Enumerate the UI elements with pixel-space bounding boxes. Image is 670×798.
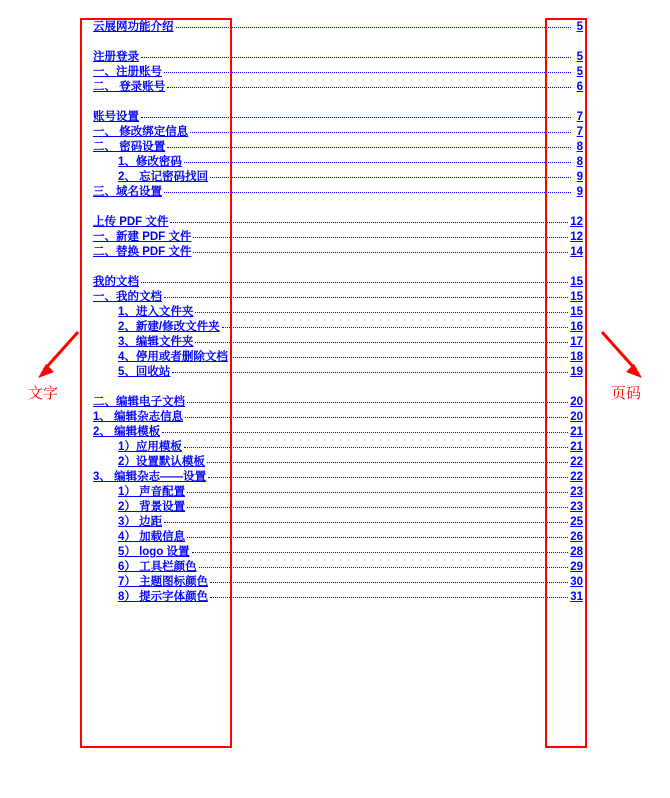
toc-entry-label: 我的文档 bbox=[93, 276, 139, 288]
arrow-right-icon bbox=[600, 330, 646, 380]
toc-entry-page: 15 bbox=[570, 291, 583, 303]
toc-entry-page: 12 bbox=[570, 216, 583, 228]
toc-entry-page: 18 bbox=[570, 351, 583, 363]
toc-entry-label: 2、 编辑模板 bbox=[93, 426, 161, 438]
toc-entry-page: 30 bbox=[570, 576, 583, 588]
toc-entry-page: 23 bbox=[570, 486, 583, 498]
toc-leader-dots bbox=[187, 529, 568, 538]
toc-entry-page: 31 bbox=[570, 591, 583, 603]
toc-leader-dots bbox=[195, 304, 568, 313]
toc-entry-label: 一、新建 PDF 文件 bbox=[93, 231, 192, 243]
toc-entry-page: 5 bbox=[576, 66, 583, 78]
toc-entry-page: 26 bbox=[570, 531, 583, 543]
toc-entry-page: 22 bbox=[570, 471, 583, 483]
toc-entry-label: 3、 编辑杂志——设置 bbox=[93, 471, 207, 483]
toc-entry-page: 9 bbox=[576, 171, 583, 183]
toc-entry-label: 4、停用或者删除文档 bbox=[118, 351, 228, 363]
toc-entry-page: 16 bbox=[570, 321, 583, 333]
toc-leader-dots bbox=[193, 244, 568, 253]
toc-entry-label: 4） 加载信息 bbox=[118, 531, 186, 543]
toc-entry-page: 19 bbox=[570, 366, 583, 378]
toc-leader-dots bbox=[207, 454, 568, 463]
toc-leader-dots bbox=[208, 469, 568, 478]
toc-entry-label: 一、我的文档 bbox=[93, 291, 162, 303]
toc-entry-page: 8 bbox=[576, 141, 583, 153]
toc-entry-label: 2） 背景设置 bbox=[118, 501, 186, 513]
toc-entry-label: 5） logo 设置 bbox=[118, 546, 190, 558]
toc-entry-page: 17 bbox=[570, 336, 583, 348]
toc-entry-label: 一、 修改绑定信息 bbox=[93, 126, 189, 138]
toc-entry-page: 9 bbox=[576, 186, 583, 198]
toc-entry-page: 28 bbox=[570, 546, 583, 558]
toc-entry-label: 二、 登录账号 bbox=[93, 81, 166, 93]
toc-entry-label: 1） 声音配置 bbox=[118, 486, 186, 498]
toc-entry-label: 2）设置默认模板 bbox=[118, 456, 205, 468]
toc-leader-dots bbox=[195, 334, 568, 343]
toc-entry-page: 25 bbox=[570, 516, 583, 528]
toc-entry-label: 3） 边距 bbox=[118, 516, 163, 528]
toc-entry-label: 三、域名设置 bbox=[93, 186, 162, 198]
toc-leader-dots bbox=[210, 589, 568, 598]
annotation-box-page-column bbox=[545, 18, 587, 748]
toc-entry-page: 5 bbox=[576, 21, 583, 33]
toc-entry-label: 2、 忘记密码找回 bbox=[118, 171, 209, 183]
toc-entry-page: 20 bbox=[570, 396, 583, 408]
toc-entry-label: 二、替换 PDF 文件 bbox=[93, 246, 192, 258]
toc-leader-dots bbox=[176, 19, 572, 28]
toc-entry-label: 2、新建/修改文件夹 bbox=[118, 321, 220, 333]
arrow-left-icon bbox=[34, 330, 80, 380]
toc-entry-label: 一、注册账号 bbox=[93, 66, 162, 78]
toc-entry-label: 5、回收站 bbox=[118, 366, 171, 378]
toc-leader-dots bbox=[210, 169, 571, 178]
toc-entry-label: 1、修改密码 bbox=[118, 156, 182, 168]
toc-entry-page: 15 bbox=[570, 306, 583, 318]
toc-leader-dots bbox=[193, 229, 568, 238]
toc-entry-label: 6） 工具栏颜色 bbox=[118, 561, 197, 573]
annotation-label-page: 页码 bbox=[611, 384, 642, 402]
toc-entry-label: 3、编辑文件夹 bbox=[118, 336, 194, 348]
toc-entry-label: 7） 主题图标颜色 bbox=[118, 576, 209, 588]
toc-leader-dots bbox=[187, 499, 568, 508]
toc-entry-page: 14 bbox=[570, 246, 583, 258]
toc-leader-dots bbox=[187, 394, 568, 403]
toc-leader-dots bbox=[199, 559, 569, 568]
toc-entry-page: 8 bbox=[576, 156, 583, 168]
toc-entry-label: 8） 提示字体颜色 bbox=[118, 591, 209, 603]
toc-entry-label: 1）应用模板 bbox=[118, 441, 182, 453]
toc-entry-label: 上传 PDF 文件 bbox=[93, 216, 169, 228]
toc-entry-page: 21 bbox=[570, 441, 583, 453]
toc-entry-page: 12 bbox=[570, 231, 583, 243]
toc-entry-page: 6 bbox=[576, 81, 583, 93]
toc-entry-page: 7 bbox=[576, 126, 583, 138]
toc-leader-dots bbox=[184, 154, 571, 163]
annotation-label-text: 文字 bbox=[28, 384, 59, 402]
toc-entry-label: 云展网功能介绍 bbox=[93, 21, 174, 33]
toc-leader-dots bbox=[187, 484, 568, 493]
toc-entry-label: 二、编辑电子文档 bbox=[93, 396, 185, 408]
toc-entry-page: 20 bbox=[570, 411, 583, 423]
toc-entry-page: 5 bbox=[576, 51, 583, 63]
toc-entry-page: 23 bbox=[570, 501, 583, 513]
toc-leader-dots bbox=[230, 349, 568, 358]
toc-entry-label: 注册登录 bbox=[93, 51, 139, 63]
toc-leader-dots bbox=[185, 409, 568, 418]
toc-entry-label: 1、 编辑杂志信息 bbox=[93, 411, 184, 423]
toc-leader-dots bbox=[190, 124, 571, 133]
toc-leader-dots bbox=[222, 319, 569, 328]
toc-entry-label: 账号设置 bbox=[93, 111, 139, 123]
toc-entry-label: 二、 密码设置 bbox=[93, 141, 166, 153]
toc-entry-page: 7 bbox=[576, 111, 583, 123]
annotation-box-text-column bbox=[80, 18, 232, 748]
toc-entry-page: 15 bbox=[570, 276, 583, 288]
toc-leader-dots bbox=[210, 574, 568, 583]
toc-leader-dots bbox=[184, 439, 568, 448]
toc-entry-page: 29 bbox=[570, 561, 583, 573]
toc-entry-page: 22 bbox=[570, 456, 583, 468]
toc-leader-dots bbox=[192, 544, 569, 553]
toc-entry-label: 1、进入文件夹 bbox=[118, 306, 194, 318]
toc-entry-page: 21 bbox=[570, 426, 583, 438]
